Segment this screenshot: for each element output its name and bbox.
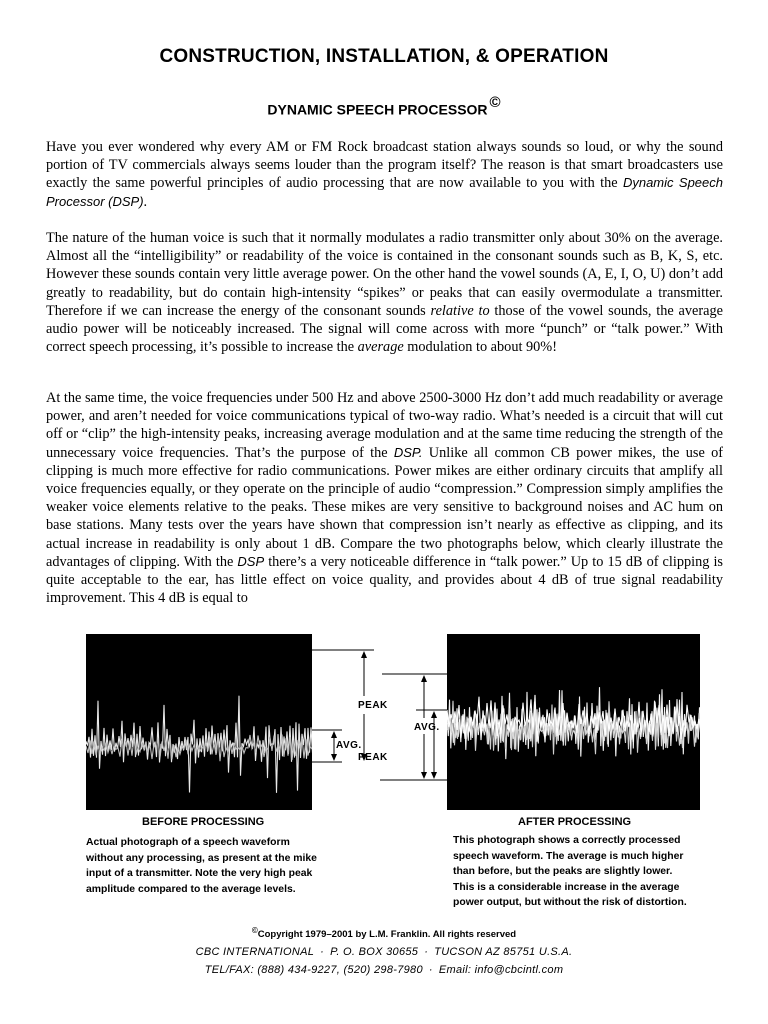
before-caption-line: amplitude compared to the average levels.	[86, 883, 296, 895]
after-caption-line: power output, but without the risk of distortion.	[453, 897, 687, 908]
after-waveform-photo	[447, 634, 700, 810]
after-caption-line: This is a considerable increase in the average	[453, 881, 680, 893]
before-caption-line: input of a transmitter. Note the very high peak	[86, 868, 313, 879]
company-address	[0, 946, 768, 958]
after-caption-line: speech waveform. The average is much higher	[453, 850, 684, 862]
copyright-symbol: ©	[489, 94, 501, 111]
po-box: P. O. BOX 30655	[330, 946, 419, 958]
peak-label-after: PEAK	[358, 752, 388, 763]
intro-text-end: .	[143, 193, 148, 210]
waveform-figure	[86, 634, 700, 918]
contact-info	[0, 964, 768, 976]
before-caption-line: Actual photograph of a speech waveform	[86, 837, 290, 848]
before-waveform-graphic	[86, 634, 312, 810]
section-heading	[0, 96, 768, 118]
clipping-paragraph	[46, 389, 723, 607]
clipping-text-2: Unlike all common CB power mikes, the use of clipping is much more effective for radio communications. Power mikes are either ordinary circuits that amplify all voice frequencies equally, or they operate on the principle of audio “compression.” Compression simply amplifies the weaker voice elements relative to the peaks. These mikes are very sensitive to background noises and AC hum on base stations. Many tests over the years have shown that compression isn’t nearly as effective as clipping, and its actual increase in readability is only about 1 dB. Compare the two photographs below, which clearly illustrate the advantages of clipping. With the	[46, 444, 723, 570]
section-heading-text: DYNAMIC SPEECH PROCESSOR	[267, 101, 488, 118]
city-zip: TUCSON AZ 85751 U.S.A.	[434, 946, 573, 958]
phone-fax: TEL/FAX: (888) 434-9227, (520) 298-7980	[204, 964, 423, 976]
intro-text: Have you ever wondered why every AM or FM Rock broadcast station always sounds so loud, or why the sound portion of TV commercials always seems louder than the program itself? The reason is that smart broadcasters use exactly the same powerful principles of audio processing that are now available to you with the	[46, 139, 723, 192]
page-title: CONSTRUCTION, INSTALLATION, & OPERATION	[159, 46, 609, 67]
emphasis-average: average	[357, 339, 404, 356]
copyright-text: Copyright 1979–2001 by L.M. Franklin. All rights reserved	[257, 929, 517, 941]
clipping-text-1: At the same time, the voice frequencies under 500 Hz and above 2500-3000 Hz don’t add much readability or average power, and aren’t needed for voice communications typical of two-way radio. What’s needed is a circuit that will cut off or “clip” the high-intensity peaks, increasing average modulation and at the same time reducing the strength of the unnecessary voice frequencies. That’s the purpose of the	[46, 390, 723, 461]
product-name: Dynamic Speech Processor (DSP)	[46, 175, 723, 209]
separator: ·	[428, 964, 433, 976]
copyright-notice	[0, 926, 768, 940]
after-caption-line: This photograph shows a correctly processed	[453, 835, 681, 846]
company-name: CBC INTERNATIONAL	[195, 946, 315, 958]
voice-text-2: those of the vowel sounds, the average audio power will be noticeably increased. The signal will come across with more “punch” or “talk power.” With correct speech processing, it’s possible to increase the	[46, 302, 723, 356]
avg-label-before: AVG.	[336, 740, 362, 751]
intro-paragraph	[46, 138, 723, 211]
after-processing-heading: AFTER PROCESSING	[518, 816, 632, 828]
clipping-text-3: there’s a very noticeable difference in “talk power.” Up to 15 dB of clipping is quite acceptable to the ear, has little effect on voice quality, and provides about 4 dB of true signal readability improvement. This 4 dB is equal to	[46, 553, 723, 607]
after-waveform-graphic	[447, 634, 700, 810]
after-caption	[453, 833, 687, 911]
email[interactable]: Email: info@cbcintl.com	[438, 964, 564, 976]
avg-label-after: AVG.	[414, 722, 440, 733]
copyright-mark: ©	[251, 926, 258, 935]
before-caption	[86, 835, 317, 897]
voice-text-1: The nature of the human voice is such that it normally modulates a radio transmitter only about 30% on the average. Almost all the “intelligibility” or readability of the voice is contained in the consonant sounds such as B, K, S, etc. However these sounds contain very little average power. On the other hand the vowel sounds (A, E, I, O, U) don’t add greatly to readability, but do contain high-intensity “spikes” or peaks that can easily overmodulate a transmitter. Therefore if we can increase the energy of the consonant sounds	[46, 230, 723, 319]
before-processing-heading: BEFORE PROCESSING	[142, 816, 265, 828]
before-caption-line: without any processing, as present at the mike	[86, 852, 317, 864]
dsp-abbrev: DSP.	[393, 444, 423, 460]
peak-label-before: PEAK	[358, 700, 388, 711]
dsp-abbrev-2: DSP	[237, 553, 265, 569]
emphasis-relative-to: relative to	[430, 302, 490, 319]
separator: ·	[320, 946, 325, 958]
separator: ·	[424, 946, 429, 958]
voice-nature-paragraph	[46, 229, 723, 356]
voice-text-3: modulation to about 90%!	[403, 339, 557, 356]
before-waveform-photo	[86, 634, 312, 810]
after-caption-line: than before, but the peaks are slightly lower.	[453, 866, 673, 877]
